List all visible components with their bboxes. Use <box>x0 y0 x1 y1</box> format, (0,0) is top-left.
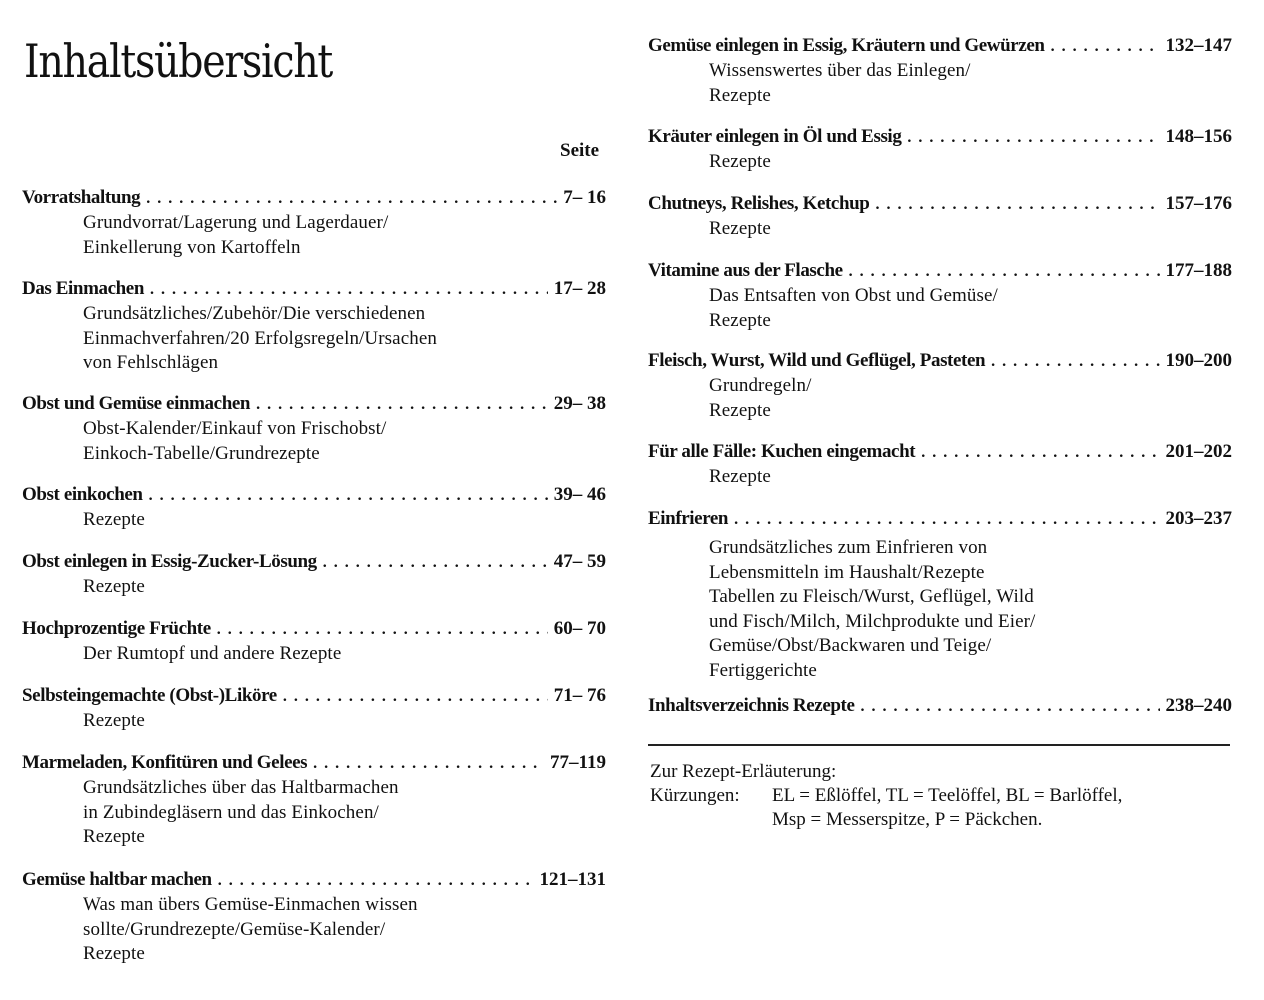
toc-subline: Rezepte <box>83 509 145 530</box>
toc-entry-pages: 132–147 <box>1165 35 1232 56</box>
toc-subline: Rezepte <box>709 466 771 487</box>
toc-subline: Gemüse/Obst/Backwaren und Teige/ <box>709 635 992 656</box>
leader-dots <box>860 698 1159 716</box>
toc-subline: Rezepte <box>709 84 771 106</box>
toc-entry <box>648 508 1232 683</box>
toc-entry-title: Selbsteingemachte (Obst-)Liköre <box>22 685 277 706</box>
leader-dots <box>323 554 548 572</box>
toc-subline: Der Rumtopf und andere Rezepte <box>83 643 342 664</box>
toc-entry <box>22 752 606 850</box>
toc-entry <box>648 126 1232 175</box>
toc-entry <box>648 695 1232 719</box>
toc-entry-pages: 201–202 <box>1165 441 1232 462</box>
toc-entry <box>22 484 606 533</box>
toc-subline: Einkellerung von Kartoffeln <box>83 236 301 258</box>
toc-entry-pages: 190–200 <box>1165 350 1232 371</box>
leader-dots <box>907 129 1159 147</box>
leader-dots <box>921 444 1159 462</box>
toc-entry-pages: 203–237 <box>1165 508 1232 529</box>
toc-entry-title: Einfrieren <box>648 508 729 529</box>
toc-entry-pages: 60– 70 <box>553 618 606 639</box>
leader-dots <box>256 396 548 414</box>
toc-entry <box>648 193 1232 242</box>
toc-entry <box>22 685 606 734</box>
toc-subline: und Fisch/Milch, Milchprodukte und Eier/ <box>709 610 1036 632</box>
toc-entry <box>648 441 1232 490</box>
toc-entry-title: Obst und Gemüse einmachen <box>22 393 251 414</box>
toc-subline: Wissenswertes über das Einlegen/ <box>709 60 971 81</box>
toc-subline: Grundsätzliches/Zubehör/Die verschiedenen <box>83 303 426 324</box>
toc-entry-pages: 177–188 <box>1165 260 1232 281</box>
leader-dots <box>1051 38 1160 56</box>
toc-entry <box>22 551 606 600</box>
toc-subline: Rezepte <box>709 151 771 172</box>
leader-dots <box>150 281 548 299</box>
toc-entry-pages: 77–119 <box>550 752 606 773</box>
leader-dots <box>217 621 548 639</box>
toc-entry <box>22 278 606 376</box>
toc-entry-pages: 71– 76 <box>553 685 606 706</box>
toc-subline: Grundvorrat/Lagerung und Lagerdauer/ <box>83 212 389 233</box>
toc-subline: Rezepte <box>83 826 145 847</box>
toc-entry-pages: 47– 59 <box>553 551 606 572</box>
toc-entry <box>22 187 606 260</box>
toc-entry-pages: 7– 16 <box>563 187 606 208</box>
toc-entry <box>648 350 1232 423</box>
leader-dots <box>849 263 1160 281</box>
toc-subline: sollte/Grundrezepte/Gemüse-Kalender/ <box>83 918 386 940</box>
toc-subline: Rezepte <box>709 309 771 331</box>
toc-entry-pages: 29– 38 <box>553 393 606 414</box>
toc-entry-title: Gemüse haltbar machen <box>22 869 212 890</box>
leader-dots <box>313 755 544 773</box>
toc-subline: Rezepte <box>709 399 771 421</box>
leader-dots <box>218 872 534 890</box>
leader-dots <box>734 511 1159 529</box>
toc-entry <box>22 618 606 667</box>
toc-entry-pages: 148–156 <box>1165 126 1232 147</box>
page-column-header: Seite <box>560 140 600 161</box>
toc-subline: Rezepte <box>83 943 145 964</box>
toc-entry-title: Das Einmachen <box>22 278 145 299</box>
note-line-2: Msp = Messerspitze, P = Päckchen. <box>772 809 1043 830</box>
toc-entry-pages: 157–176 <box>1165 193 1232 214</box>
toc-entry-title: Chutneys, Relishes, Ketchup <box>648 193 870 214</box>
page-title: Inhaltsübersicht <box>24 34 333 88</box>
leader-dots <box>146 190 557 208</box>
toc-subline: von Fehlschlägen <box>83 352 219 373</box>
toc-subline: Einkoch-Tabelle/Grundrezepte <box>83 442 320 464</box>
toc-subline: Grundsätzliches über das Haltbarmachen <box>83 777 399 798</box>
toc-entry-title: Kräuter einlegen in Öl und Essig <box>648 126 902 147</box>
toc-subline: Fertiggerichte <box>709 659 817 681</box>
toc-subline: Grundregeln/ <box>709 375 812 396</box>
note-label: Kürzungen: <box>650 785 740 806</box>
toc-entry-pages: 39– 46 <box>553 484 606 505</box>
toc-entry-title: Marmeladen, Konfitüren und Gelees <box>22 752 308 773</box>
leader-dots <box>149 487 548 505</box>
toc-subline: Tabellen zu Fleisch/Wurst, Geflügel, Wild <box>709 586 1034 607</box>
toc-subline: Lebensmitteln im Haushalt/Rezepte <box>709 561 985 583</box>
divider-rule <box>648 744 1230 746</box>
toc-entry-title: Obst einlegen in Essig-Zucker-Lösung <box>22 551 317 572</box>
toc-subline: Rezepte <box>709 218 771 239</box>
toc-entry <box>22 869 606 967</box>
toc-entry <box>22 393 606 466</box>
toc-entry-pages: 17– 28 <box>553 278 606 299</box>
toc-subline: in Zubindegläsern und das Einkochen/ <box>83 801 379 823</box>
toc-entry-title: Fleisch, Wurst, Wild und Geflügel, Pasteten <box>648 350 986 371</box>
leader-dots <box>283 688 548 706</box>
toc-entry-pages: 121–131 <box>539 869 606 890</box>
toc-subline: Rezepte <box>83 710 145 731</box>
toc-subline: Rezepte <box>83 576 145 597</box>
note-line-1: EL = Eßlöffel, TL = Teelöffel, BL = Barlöffel, <box>772 785 1123 806</box>
toc-entry <box>648 260 1232 333</box>
note-heading: Zur Rezept-Erläuterung: <box>650 761 837 782</box>
toc-subline: Das Entsaften von Obst und Gemüse/ <box>709 285 998 306</box>
toc-subline: Grundsätzliches zum Einfrieren von <box>709 537 988 558</box>
toc-subline: Obst-Kalender/Einkauf von Frischobst/ <box>83 418 387 439</box>
toc-entry-title: Inhaltsverzeichnis Rezepte <box>648 695 855 716</box>
toc-entry-title: Vitamine aus der Flasche <box>648 260 843 281</box>
toc-entry-title: Für alle Fälle: Kuchen eingemacht <box>648 441 916 462</box>
leader-dots <box>991 353 1159 371</box>
toc-subline: Was man übers Gemüse-Einmachen wissen <box>83 894 418 915</box>
toc-entry-title: Hochprozentige Früchte <box>22 618 211 639</box>
abbreviation-note <box>650 760 1122 832</box>
toc-entry-title: Gemüse einlegen in Essig, Kräutern und Gewürzen <box>648 35 1045 56</box>
toc-entry-title: Obst einkochen <box>22 484 143 505</box>
leader-dots <box>875 196 1159 214</box>
toc-subline: Einmachverfahren/20 Erfolgsregeln/Ursachen <box>83 327 437 349</box>
toc-entry-pages: 238–240 <box>1165 695 1232 716</box>
toc-entry <box>648 35 1232 108</box>
toc-entry-title: Vorratshaltung <box>22 187 141 208</box>
